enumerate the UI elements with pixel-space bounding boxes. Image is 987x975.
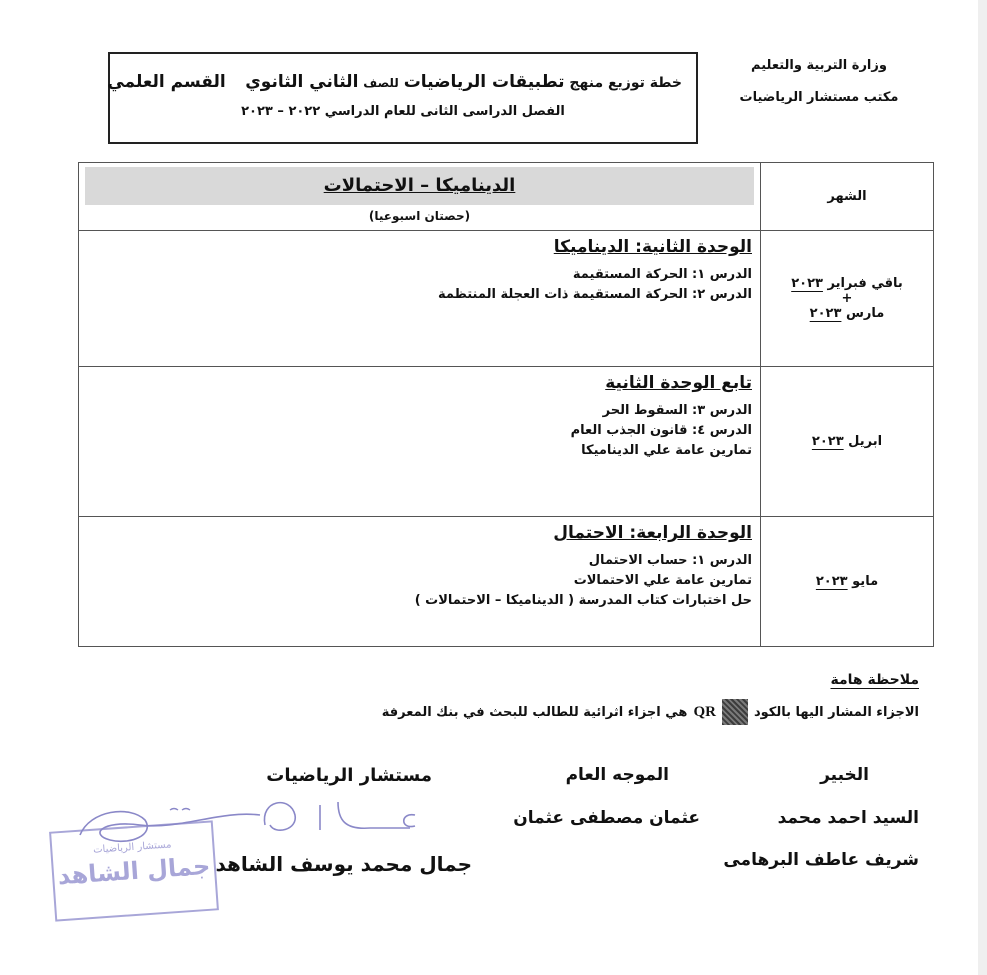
title-section: القسم العلمي [107,72,226,92]
month-year: ٢٠٢٣ [811,434,844,449]
month-cell [761,367,934,517]
note-text-before: الاجزاء المشار اليها بالكود [753,704,919,720]
stamp-name: جمال الشاهد [56,851,212,891]
ministry-name: وزارة التربية والتعليم [751,58,887,73]
term-line: الفصل الدراسى الثانى للعام الدراسي ٢٠٢٢ – ٢٠٢٣ [241,104,565,119]
month-plus: + [841,291,853,306]
periods-per-week: (حصتان اسبوعيا) [368,209,471,223]
lesson-item: الدرس ١: الحركة المستقيمة [572,267,752,282]
ministry-header [719,50,919,114]
plan-title [107,72,696,92]
qr-code-icon [722,699,748,725]
month-label: باقي فبراير [827,276,903,291]
title-subject: تطبيقات الرياضيات [403,72,565,92]
month-cell [761,231,934,367]
expert-name: السيد احمد محمد [777,808,919,828]
qr-label: QR [693,703,716,720]
lesson-item: تمارين عامة علي الديناميكا [581,443,752,458]
month-label: مايو [852,574,879,589]
table-row [79,517,934,647]
title-box [108,52,698,144]
scrollbar-track[interactable] [978,0,987,975]
unit-cell [79,231,761,367]
table-row [79,231,934,367]
title-prefix: خطة توزيع منهج [569,75,682,91]
note-text [382,699,919,725]
curriculum-table [78,162,934,647]
unit-title: تابع الوحدة الثانية [605,373,752,393]
title-for-grade: للصف [363,76,399,90]
advisor-role: مستشار الرياضيات [266,765,432,786]
note-text-after: هي اجزاء اثرائية للطالب للبحث في بنك المعرفة [381,704,688,720]
month-year: ٢٠٢٣ [809,306,842,321]
lesson-item: الدرس ١: حساب الاحتمال [588,553,752,568]
expert-name: شريف عاطف البرهامى [723,850,919,870]
month-year: ٢٠٢٣ [791,276,823,291]
unit-title: الوحدة الثانية: الديناميكا [553,237,752,257]
handwritten-signature [70,790,450,860]
lesson-item: الدرس ٤: قانون الجذب العام [570,423,752,438]
office-name: مكتب مستشار الرياضيات [739,90,899,105]
supervisor-role: الموجه العام [565,765,669,785]
lesson-item: تمارين عامة علي الاحتمالات [573,573,752,588]
table-row [79,367,934,517]
stamp-title: مستشار الرياضيات [92,839,172,856]
lesson-item: الدرس ٣: السقوط الحر [602,403,752,418]
month-line [761,574,933,589]
month-label: ابريل [848,434,883,449]
course-header-cell [79,163,761,231]
month-year: ٢٠٢٣ [815,574,848,589]
month-line [761,434,933,449]
note-title: ملاحظة هامة [830,672,919,688]
lesson-item: حل اختبارات كتاب المدرسة ( الديناميكا – الاحتمالات ) [414,593,752,608]
month-line [761,306,933,321]
unit-title: الوحدة الرابعة: الاحتمال [553,523,752,543]
unit-cell [79,517,761,647]
month-label: مارس [845,306,885,321]
title-grade: الثاني الثانوي [245,72,359,92]
supervisor-name: عثمان مصطفى عثمان [513,808,700,828]
month-line [761,276,933,291]
month-header: الشهر [761,163,934,231]
unit-cell [79,367,761,517]
advisor-name: جمال محمد يوسف الشاهد [215,852,472,876]
expert-role: الخبير [820,765,869,785]
table-header-row [79,163,934,231]
lesson-item: الدرس ٢: الحركة المستقيمة ذات العجلة المنتظمة [437,287,752,302]
month-cell [761,517,934,647]
course-header: الديناميكا – الاحتمالات [85,167,754,205]
